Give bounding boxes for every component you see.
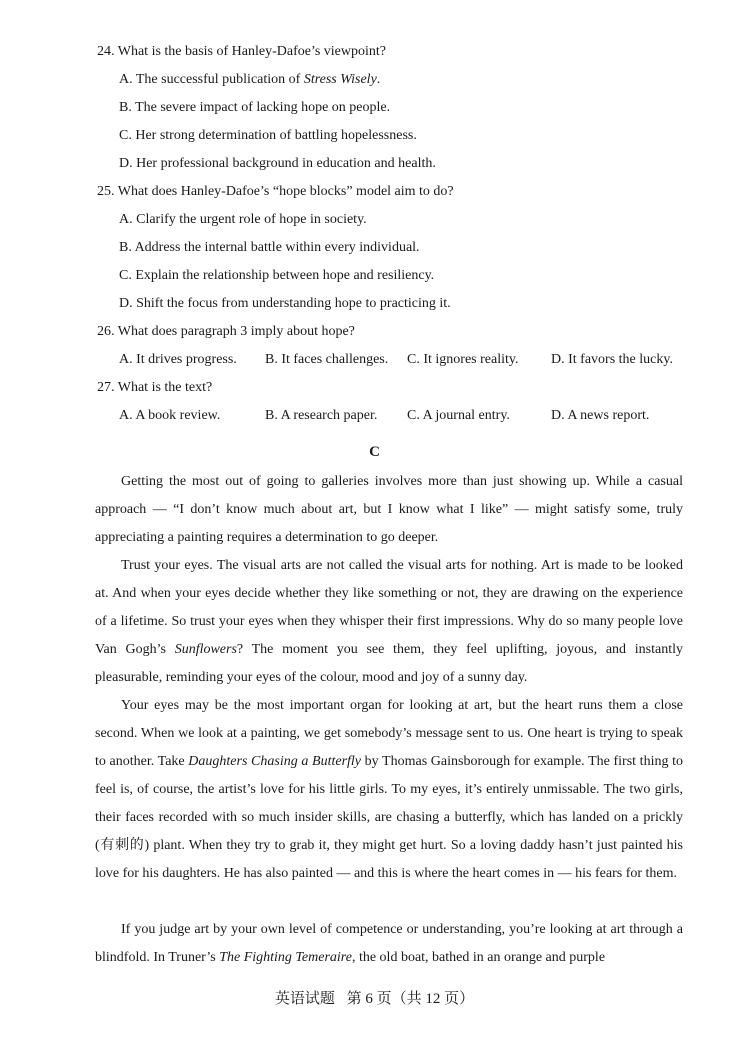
book-title: Stress Wisely: [303, 72, 377, 87]
question-24-stem: 24. What is the basis of Hanley-Dafoe’s viewpoint?: [97, 44, 387, 59]
question-26-stem: 26. What does paragraph 3 imply about hope?: [97, 324, 355, 339]
question-25-option-b: B. Address the internal battle within every individual.: [119, 240, 420, 255]
question-27-options: [119, 408, 685, 428]
question-26-option-c: C. It ignores reality.: [407, 352, 519, 367]
page-footer: [0, 987, 749, 1008]
painting-title-temeraire: The Fighting Temeraire: [219, 950, 352, 965]
question-26-option-a: A. It drives progress.: [119, 352, 237, 367]
question-25-stem: 25. What does Hanley-Dafoe’s “hope blocks” model aim to do?: [97, 184, 454, 199]
question-27-stem: 27. What is the text?: [97, 380, 213, 395]
question-27-option-a: A. A book review.: [119, 408, 221, 423]
option-a-text: A. The successful publication of: [119, 72, 304, 87]
question-27-option-b: B. A research paper.: [265, 408, 378, 423]
footer-page-number: 第 6 页（共 12 页）: [346, 991, 475, 1007]
question-24-option-a: [119, 72, 380, 88]
question-27-option-d: D. A news report.: [551, 408, 650, 423]
question-24-option-c: C. Her strong determination of battling hopelessness.: [119, 128, 417, 143]
option-a-end: .: [376, 72, 381, 87]
passage-paragraph-3: [95, 692, 683, 888]
passage-paragraph-1: Getting the most out of going to galleries involves more than just showing up. While a casual approach — “I don’t know much about art, but I know what I like” — might satisfy some, truly appreciating a painting requires a determination to go deeper.: [95, 474, 683, 545]
paragraph-2-text-end: ? The moment you see them, they feel uplifting, joyous, and instantly pleasurable, reminding your eyes of the colour, mood and joy of a sunny day.: [95, 642, 683, 685]
paragraph-4-text: If you judge art by your own level of competence or understanding, you’re looking at art through a blindfold. In Truner’s: [95, 922, 683, 965]
question-25-option-c: C. Explain the relationship between hope and resiliency.: [119, 268, 435, 283]
passage-paragraph-4: [95, 916, 683, 972]
paragraph-3-text-end: by Thomas Gainsborough for example. The first thing to feel is, of course, the artist’s love for his little girls. To my eyes, it’s entirely unmissable. The two girls, their faces recorded with so much insider skills, are chasing a butterfly, which has landed on a prickly (有刺的) plant. When they try to grab it, they might get hurt. So a loving daddy hasn’t just painted his love for his daughters. He has also painted — and this is where the heart comes in — his fears for them.: [95, 754, 683, 881]
question-25-option-d: D. Shift the focus from understanding hope to practicing it.: [119, 296, 451, 311]
question-24-option-b: B. The severe impact of lacking hope on people.: [119, 100, 391, 115]
paragraph-3-text: Your eyes may be the most important organ for looking at art, but the heart runs them a close second. When we look at a painting, we get somebody’s message sent to us. One heart is trying to speak to another. Take: [95, 698, 683, 769]
question-25-option-a: A. Clarify the urgent role of hope in society.: [119, 212, 367, 227]
paragraph-2-text: Trust your eyes. The visual arts are not called the visual arts for nothing. Art is made to be looked at. And when your eyes decide whether they like something or not, they are drawing on the experience of a lifetime. So trust your eyes when they whisper their first impressions. Why do so many people love Van Gogh’s: [95, 558, 683, 657]
passage-paragraph-2: [95, 552, 683, 692]
paragraph-4-text-end: , the old boat, bathed in an orange and purple: [351, 950, 606, 965]
section-heading: C: [369, 444, 380, 460]
question-26-option-d: D. It favors the lucky.: [551, 352, 673, 367]
painting-title-daughters: Daughters Chasing a Butterfly: [188, 754, 362, 769]
painting-title-sunflowers: Sunflowers: [174, 642, 237, 657]
question-26-option-b: B. It faces challenges.: [265, 352, 389, 367]
question-27-option-c: C. A journal entry.: [407, 408, 510, 423]
footer-subject: 英语试题: [274, 991, 335, 1007]
question-26-options: [119, 352, 685, 372]
question-24-option-d: D. Her professional background in education and health.: [119, 156, 436, 171]
